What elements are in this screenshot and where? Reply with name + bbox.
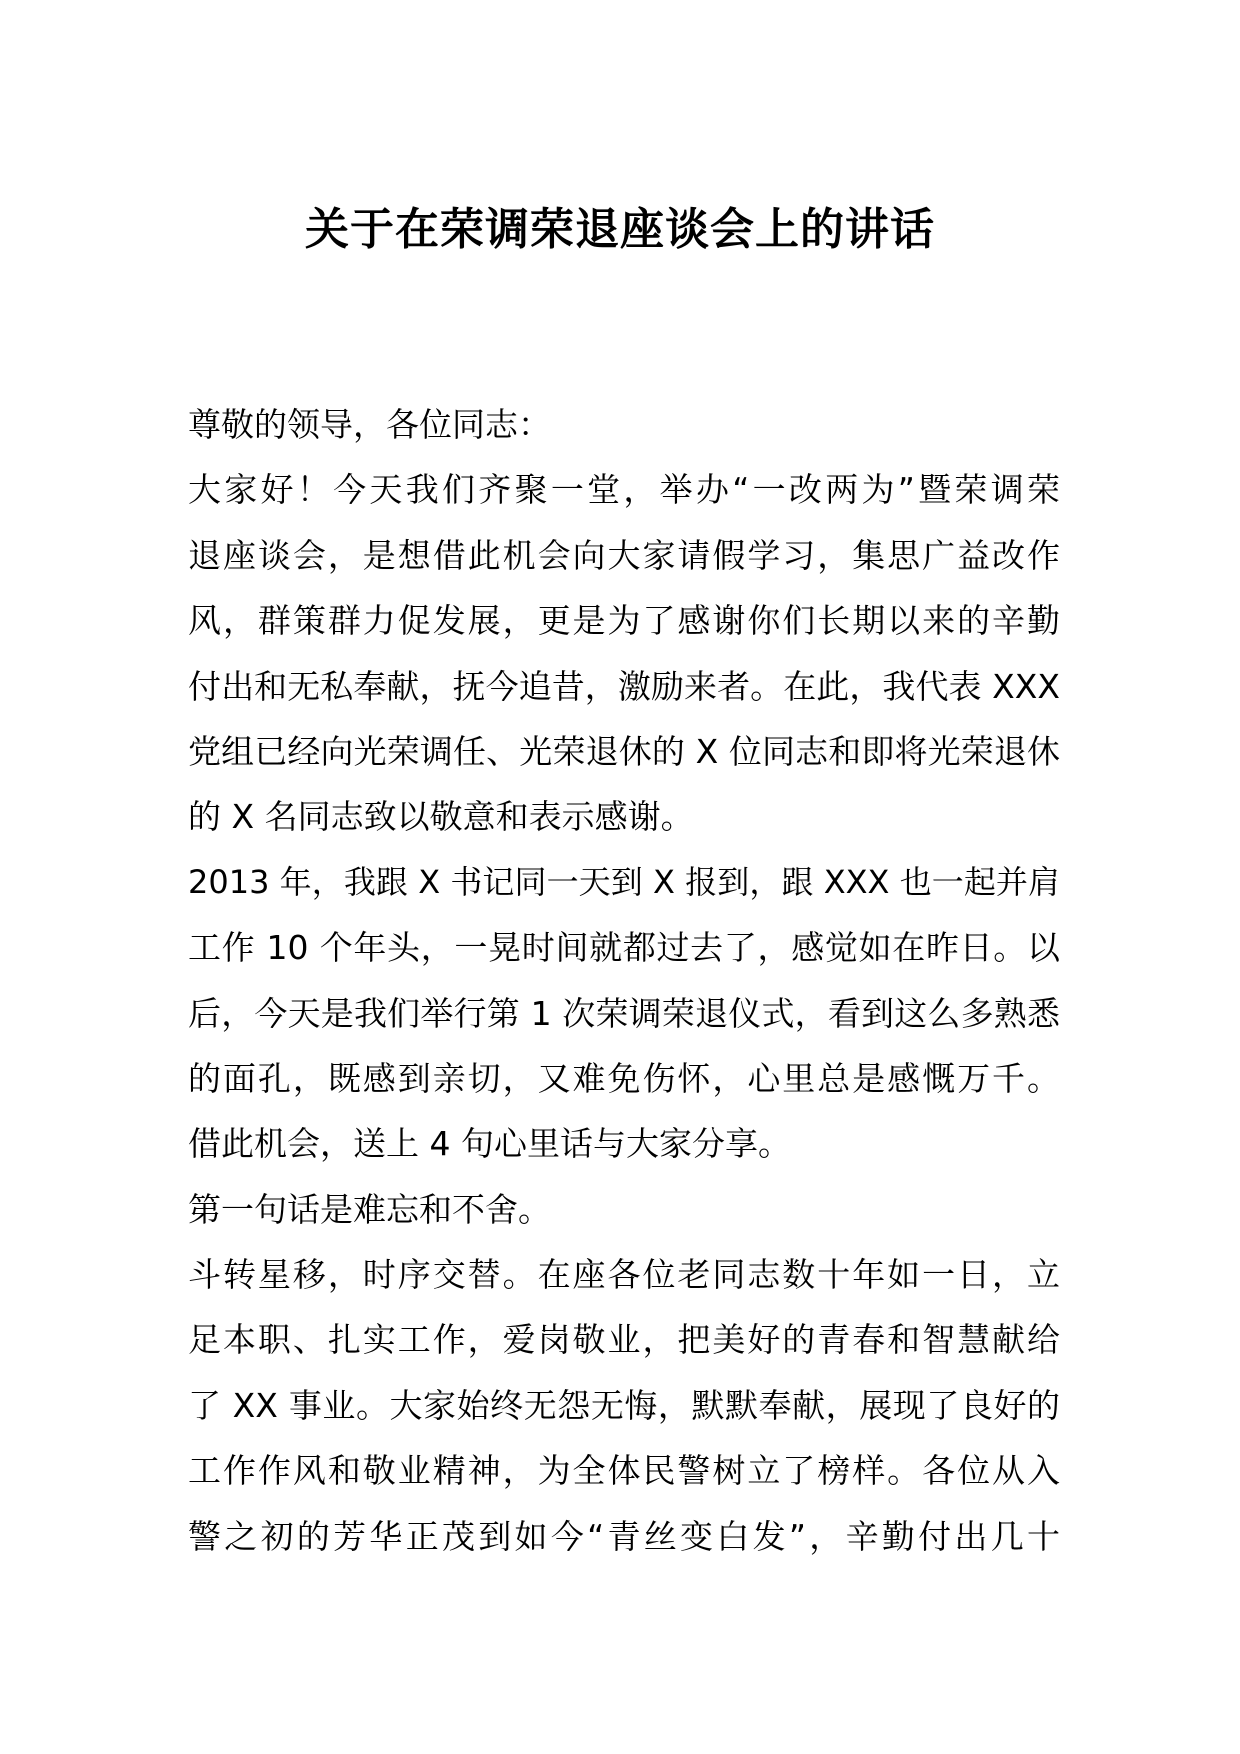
text-line: 的面孔，既感到亲切，又难免伤怀，心里总是感慨万千。 [188,1058,1060,1098]
text-line: 了 XX 事业。大家始终无怨无悔，默默奉献，展现了良好的 [188,1385,1060,1425]
text-line: 的 X 名同志致以敬意和表示感谢。 [188,797,694,837]
text-line: 足本职、扎实工作，爱岗敬业，把美好的青春和智慧献给 [188,1320,1060,1360]
text-line: 大家好！今天我们齐聚一堂，举办“一改两为”暨荣调荣 [188,470,1060,510]
text-line: 工作 10 个年头，一晃时间就都过去了，感觉如在昨日。以 [188,928,1060,968]
text-line: 后，今天是我们举行第 1 次荣调荣退仪式，看到这么多熟悉 [188,993,1060,1033]
page-title: 关于在荣调荣退座谈会上的讲话 [305,204,935,255]
text-line: 2013 年，我跟 X 书记同一天到 X 报到，跟 XXX 也一起并肩 [188,862,1060,901]
text-line: 付出和无私奉献，抚今追昔，激励来者。在此，我代表 XXX [188,666,1060,706]
text-line: 斗转星移，时序交替。在座各位老同志数十年如一日，立 [188,1255,1060,1295]
text-line: 工作作风和敬业精神，为全体民警树立了榜样。各位从入 [188,1451,1060,1491]
text-line: 警之初的芳华正茂到如今“青丝变白发”，辛勤付出几十 [188,1516,1060,1556]
text-line: 退座谈会，是想借此机会向大家请假学习，集思广益改作 [188,535,1060,575]
speech-body [188,392,1060,1569]
text-line: 尊敬的领导，各位同志： [188,405,551,444]
text-line: 借此机会，送上 4 句心里话与大家分享。 [188,1124,791,1164]
text-line: 风，群策群力促发展，更是为了感谢你们长期以来的辛勤 [188,601,1060,641]
text-line: 第一句话是难忘和不舍。 [188,1189,551,1229]
text-line: 党组已经向光荣调任、光荣退休的 X 位同志和即将光荣退休 [188,731,1060,771]
